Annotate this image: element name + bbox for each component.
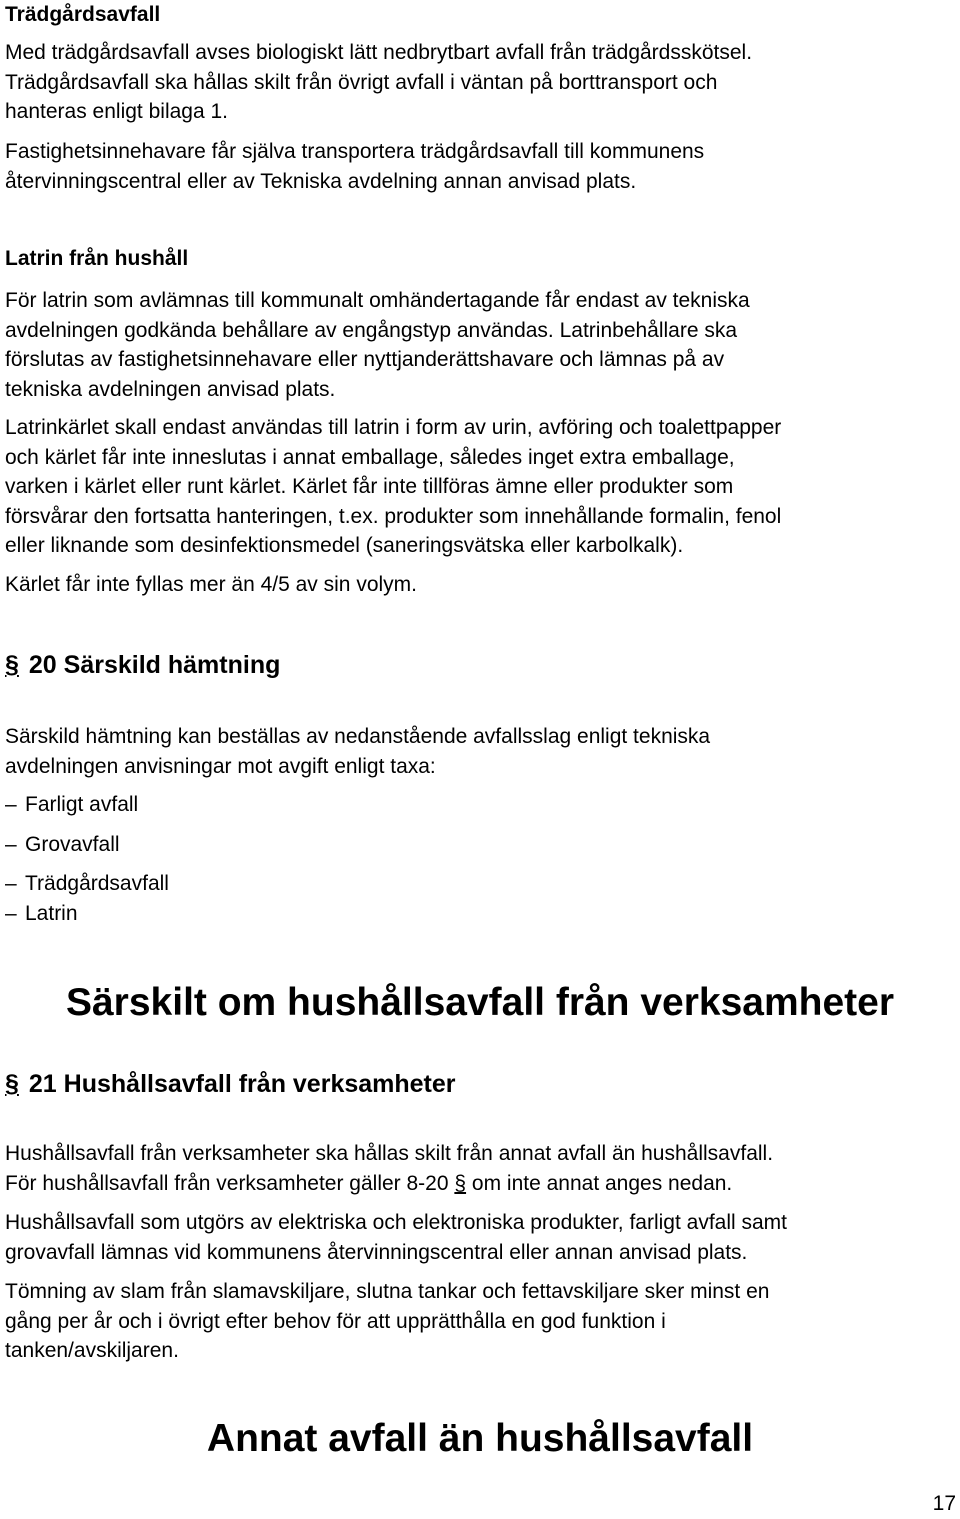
text-line: och kärlet får inte inneslutas i annat emballage, således inget extra emballage, xyxy=(5,445,735,469)
paragraph-tradgard-transport xyxy=(5,137,952,196)
heading-text: 21 Hushållsavfall från verksamheter xyxy=(28,1070,456,1098)
paragraph-verksamheter-slam xyxy=(5,1277,952,1366)
text-line: varken i kärlet eller runt kärlet. Kärlet får inte tillföras ämne eller produkter som xyxy=(5,475,734,498)
heading-annat-avfall: Annat avfall än hushållsavfall xyxy=(206,1417,754,1460)
paragraph-verksamheter-electronics xyxy=(5,1208,952,1267)
text-line: avdelningen godkända behållare av engångstyp användas. Latrinbehållare ska xyxy=(5,318,738,342)
text-line: eller liknande som desinfektionsmedel (saneringsvätska eller karbolkalk). xyxy=(5,534,684,557)
text-line: Kärlet får inte fyllas mer än 4/5 av sin volym. xyxy=(5,573,417,596)
text-line: tekniska avdelningen anvisad plats. xyxy=(5,377,336,401)
text-line: återvinningscentral eller av Tekniska avdelning annan anvisad plats. xyxy=(5,169,637,193)
text-line: avdelningen anvisningar mot avgift enligt taxa: xyxy=(5,754,436,778)
list-item xyxy=(5,899,952,928)
heading-latrin: Latrin från hushåll xyxy=(5,247,189,270)
text-line: om inte annat anges nedan. xyxy=(466,1171,733,1195)
text-line: Latrinkärlet skall endast användas till latrin i form av urin, avföring och toalettpapper xyxy=(5,416,782,439)
paragraph-latrin-containers xyxy=(5,286,952,404)
heading-text: 20 Särskild hämtning xyxy=(28,651,281,679)
dash-bullet: – xyxy=(5,833,17,856)
list-item xyxy=(5,830,952,859)
paragraph-tradgard-definition xyxy=(5,38,952,127)
text-line: hanteras enligt bilaga 1. xyxy=(5,100,228,123)
paragraph-latrin-volume xyxy=(5,570,952,600)
list-item-label: Farligt avfall xyxy=(25,793,139,816)
heading-verksamheter: Särskilt om hushållsavfall från verksamheter xyxy=(65,981,895,1024)
text-line: Fastighetsinnehavare får själva transportera trädgårdsavfall till kommunens xyxy=(5,140,705,163)
list-item-label: Latrin xyxy=(25,902,78,925)
text-line: grovavfall lämnas vid kommunens återvinningscentral eller annan anvisad plats. xyxy=(5,1240,748,1264)
text-line: gång per år och i övrigt efter behov för att upprätthålla en god funktion i xyxy=(5,1309,666,1333)
paragraph-symbol: § xyxy=(5,651,19,679)
text-line: Med trädgårdsavfall avses biologiskt lätt nedbrytbart avfall från trädgårdsskötsel. xyxy=(5,41,753,64)
text-line: Särskild hämtning kan beställas av nedanstående avfallsslag enligt tekniska xyxy=(5,725,711,748)
dash-bullet: – xyxy=(5,793,17,816)
text-line: För latrin som avlämnas till kommunalt omhändertagande får endast av tekniska xyxy=(5,289,750,312)
list-item xyxy=(5,869,952,898)
text-line: tanken/avskiljaren. xyxy=(5,1339,179,1362)
text-line: Trädgårdsavfall ska hållas skilt från övrigt avfall i väntan på borttransport och xyxy=(5,70,718,94)
paragraph-symbol: § xyxy=(454,1171,467,1195)
dash-bullet: – xyxy=(5,902,17,925)
dash-bullet: – xyxy=(5,872,17,895)
list-item-label: Grovavfall xyxy=(25,833,120,856)
paragraph-latrin-usage xyxy=(5,413,952,561)
text-line: Tömning av slam från slamavskiljare, slutna tankar och fettavskiljare sker minst en xyxy=(5,1280,770,1303)
paragraph-symbol: § xyxy=(5,1070,19,1098)
heading-tradgardsavfall: Trädgårdsavfall xyxy=(5,3,161,26)
list-item-label: Trädgårdsavfall xyxy=(25,872,169,895)
text-line: försvårar den fortsatta hanteringen, t.ex. produkter som innehållande formalin, fenol xyxy=(5,504,782,528)
text-line: Hushållsavfall som utgörs av elektriska och elektroniska produkter, farligt avfall samt xyxy=(5,1211,788,1234)
list-item xyxy=(5,790,952,819)
text-line: För hushållsavfall från verksamheter gäller 8-20 xyxy=(5,1171,455,1195)
text-line: förslutas av fastighetsinnehavare eller nyttjanderättshavare och lämnas på av xyxy=(5,348,725,371)
text-line: Hushållsavfall från verksamheter ska hållas skilt från annat avfall än hushållsavfall. xyxy=(5,1142,774,1165)
paragraph-sarskild-hamtning xyxy=(5,722,952,781)
paragraph-verksamheter-separation xyxy=(5,1139,952,1198)
heading-paragraph-21 xyxy=(5,1069,952,1099)
heading-paragraph-20 xyxy=(5,650,952,680)
page-number: 17 xyxy=(932,1492,956,1515)
